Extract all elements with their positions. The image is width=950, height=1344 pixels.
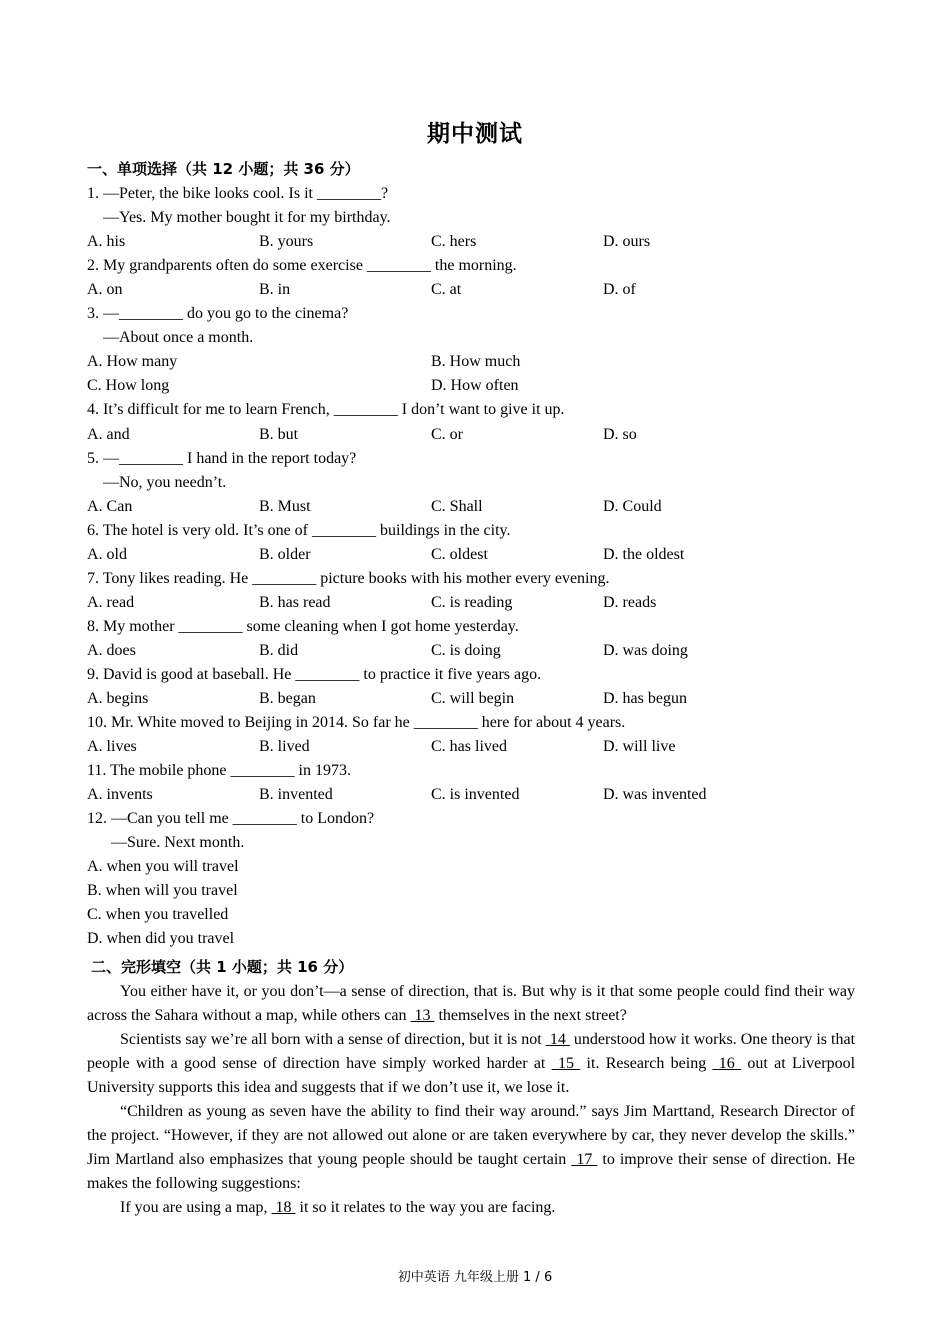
question-1-reply: —Yes. My mother bought it for my birthday.: [103, 209, 391, 226]
question-3-stem: 3. —________ do you go to the cinema?: [87, 305, 349, 322]
question-11-option-b: B. invented: [259, 786, 333, 803]
cloze-blank-17: 17: [576, 1151, 593, 1168]
question-8-option-d: D. was doing: [603, 642, 688, 659]
question-10-option-d: D. will live: [603, 738, 676, 755]
question-1-option-a: A. his: [87, 233, 126, 250]
cloze-blank-16: 16: [718, 1055, 735, 1072]
question-5-option-b: B. Must: [259, 498, 311, 515]
question-7-stem: 7. Tony likes reading. He ________ picture books with his mother every evening.: [87, 570, 610, 587]
question-7-option-b: B. has read: [259, 594, 331, 611]
question-6-option-d: D. the oldest: [603, 546, 685, 563]
question-11-option-d: D. was invented: [603, 786, 707, 803]
question-7-option-c: C. is reading: [431, 594, 513, 611]
question-4-option-a: A. and: [87, 426, 130, 443]
question-8-option-b: B. did: [259, 642, 299, 659]
question-9-option-b: B. began: [259, 690, 316, 707]
question-3-option-a: A. How many: [87, 353, 178, 370]
question-12-option-a: A. when you will travel: [87, 858, 239, 875]
question-12-option-d: D. when did you travel: [87, 930, 235, 947]
page-footer: 初中英语 九年级上册 1 / 6: [397, 1270, 553, 1285]
cloze-paragraph-4: [87, 1196, 855, 1220]
question-6-option-b: B. older: [259, 546, 311, 563]
question-5-option-a: A. Can: [87, 498, 133, 515]
section-heading-cloze: 二、完形填空（共 1 小题；共 16 分）: [91, 958, 354, 976]
question-5-stem: 5. —________ I hand in the report today?: [87, 450, 357, 467]
question-10-option-c: C. has lived: [431, 738, 507, 755]
question-6-option-c: C. oldest: [431, 546, 488, 563]
question-7-option-d: D. reads: [603, 594, 657, 611]
question-9-option-c: C. will begin: [431, 690, 515, 707]
question-9-option-a: A. begins: [87, 690, 149, 707]
cloze-text: Scientists say we’re all born with a sense of direction, but it is not: [120, 1031, 546, 1048]
cloze-paragraph-2: [87, 1028, 855, 1100]
cloze-paragraph-3: [87, 1100, 855, 1196]
question-1-option-d: D. ours: [603, 233, 651, 250]
section-heading-choice: 一、单项选择（共 12 小题；共 36 分）: [87, 160, 360, 178]
question-9-stem: 9. David is good at baseball. He ________ to practice it five years ago.: [87, 666, 542, 683]
cloze-text: out at Liverpool University supports this idea and suggests that if we don’t use it, we lose it.: [87, 1055, 856, 1096]
question-4-option-c: C. or: [431, 426, 463, 443]
cloze-text: it. Research being: [580, 1055, 713, 1072]
question-11-option-c: C. is invented: [431, 786, 520, 803]
cloze-text: it so it relates to the way you are facing.: [295, 1199, 556, 1216]
question-2-option-c: C. at: [431, 281, 462, 298]
question-12-option-c: C. when you travelled: [87, 906, 229, 923]
question-4-stem: 4. It’s difficult for me to learn French, ________ I don’t want to give it up.: [87, 401, 565, 418]
question-12-option-b: B. when will you travel: [87, 882, 238, 899]
question-3-option-b: B. How much: [431, 353, 521, 370]
question-11-stem: 11. The mobile phone ________ in 1973.: [87, 762, 351, 779]
cloze-text: If you are using a map,: [120, 1199, 272, 1216]
cloze-text: themselves in the next street?: [434, 1007, 627, 1024]
question-6-option-a: A. old: [87, 546, 127, 563]
cloze-blank-18: 18: [275, 1199, 292, 1216]
question-8-option-c: C. is doing: [431, 642, 501, 659]
question-1-option-c: C. hers: [431, 233, 477, 250]
question-3-option-d: D. How often: [431, 377, 519, 394]
question-10-stem: 10. Mr. White moved to Beijing in 2014. So far he ________ here for about 4 years.: [87, 714, 626, 731]
page-title: 期中测试: [427, 121, 523, 147]
question-10-option-a: A. lives: [87, 738, 137, 755]
question-5-reply: —No, you needn’t.: [103, 474, 227, 491]
cloze-blank-15: 15: [557, 1055, 574, 1072]
question-5-option-d: D. Could: [603, 498, 662, 515]
question-3-reply: —About once a month.: [103, 329, 254, 346]
question-4-option-b: B. but: [259, 426, 299, 443]
question-4-option-d: D. so: [603, 426, 637, 443]
cloze-text: You either have it, or you don’t—a sense of direction, that is. But why is it that some people could find their way across the Sahara without a map, while others can: [87, 983, 855, 1024]
question-3-option-c: C. How long: [87, 377, 170, 394]
cloze-blank-14: 14: [549, 1031, 566, 1048]
question-12-stem: 12. —Can you tell me ________ to London?: [87, 810, 375, 827]
question-5-option-c: C. Shall: [431, 498, 483, 515]
cloze-paragraph-1: [87, 980, 855, 1028]
question-7-option-a: A. read: [87, 594, 135, 611]
cloze-blank-13: 13: [414, 1007, 431, 1024]
cloze-text: “Children as young as seven have the ability to find their way around.” says Jim Marttand, Research Director of the project. “However, if they are not allowed out alone or are taken everywhere by car, they never develop the skills.” Jim Martland also emphasizes that young people should be taught certain: [87, 1103, 855, 1168]
question-2-option-b: B. in: [259, 281, 291, 298]
question-2-option-a: A. on: [87, 281, 123, 298]
question-11-option-a: A. invents: [87, 786, 153, 803]
question-2-stem: 2. My grandparents often do some exercise ________ the morning.: [87, 257, 517, 274]
question-1-option-b: B. yours: [259, 233, 314, 250]
cloze-text: understood how it works. One theory is that people with a good sense of direction have simply worked harder at: [87, 1031, 856, 1072]
question-6-stem: 6. The hotel is very old. It’s one of ________ buildings in the city.: [87, 522, 511, 539]
question-2-option-d: D. of: [603, 281, 636, 298]
question-10-option-b: B. lived: [259, 738, 310, 755]
question-1-stem: 1. —Peter, the bike looks cool. Is it ________?: [87, 185, 389, 202]
cloze-text: to improve their sense of direction. He makes the following suggestions:: [87, 1151, 856, 1192]
question-9-option-d: D. has begun: [603, 690, 687, 707]
question-12-reply: —Sure. Next month.: [111, 834, 245, 851]
question-8-option-a: A. does: [87, 642, 136, 659]
question-8-stem: 8. My mother ________ some cleaning when I got home yesterday.: [87, 618, 519, 635]
cloze-passage: [87, 980, 855, 1220]
